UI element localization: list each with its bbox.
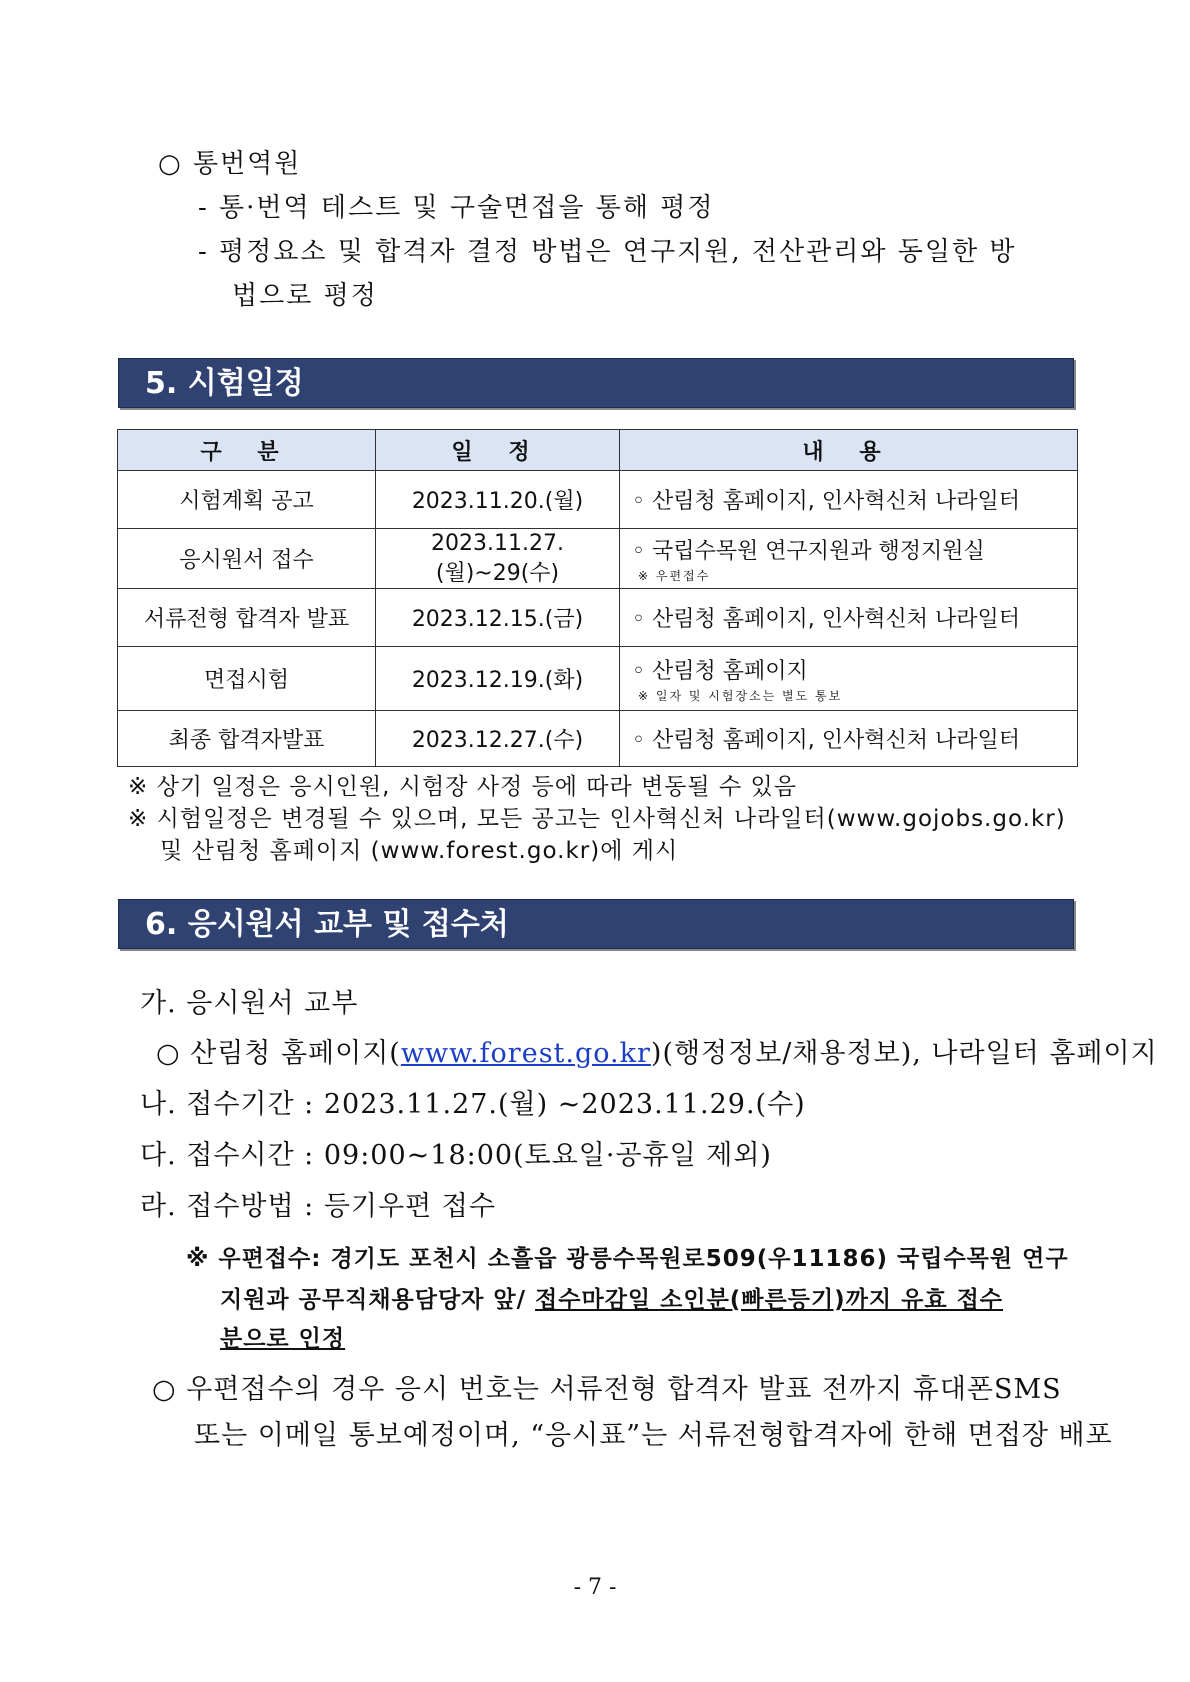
postal-note-line-1: ※ 우편접수: 경기도 포천시 소흘읍 광릉수목원로509(우11186) 국립수목원 연구 [186,1246,1069,1272]
row-category: 응시원서 접수 [118,529,376,589]
section-6-header: 6. 응시원서 교부 및 접수처 [118,899,1074,949]
forest-website-link[interactable]: www.forest.go.kr [400,1038,651,1069]
schedule-note-1: ※ 상기 일정은 응시인원, 시험장 사정 등에 따라 변동될 수 있음 [128,774,797,800]
row-category: 최종 합격자발표 [118,711,376,767]
section-5-header: 5. 시험일정 [118,358,1074,408]
row-category: 면접시험 [118,647,376,711]
row-content [620,589,1078,647]
item-ga-post: )(행정정보/채용정보), 나라일터 홈페이지 [650,1038,1158,1069]
interpreter-item-2-cont: 법으로 평정 [232,281,378,311]
schedule-note-2-cont: 및 산림청 홈페이지 (www.forest.go.kr)에 게시 [160,838,679,864]
row-date: 2023.11.27.(월)~29(수) [376,529,620,589]
postal-note-line-3 [220,1320,345,1353]
item-ga-pre: ○ 산림청 홈페이지( [156,1038,401,1069]
postal-note-underlined-cont: 분으로 인정 [220,1326,346,1352]
interpreter-item-2: - 평정요소 및 합격자 결정 방법은 연구지원, 전산관리와 동일한 방 [198,237,1017,267]
row-content-text: ◦ 산림청 홈페이지 [632,658,808,684]
table-header-row [118,430,1078,471]
sms-notice-line-2: 또는 이메일 통보예정이며, “응시표”는 서류전형합격자에 한해 면접장 배포 [194,1420,1113,1451]
item-na: 나. 접수기간 : 2023.11.27.(월) ~2023.11.29.(수) [140,1089,806,1120]
table-row [118,589,1078,647]
row-date: 2023.12.15.(금) [376,589,620,647]
sms-notice-line-1: ○ 우편접수의 경우 응시 번호는 서류전형 합격자 발표 전까지 휴대폰SMS [152,1374,1062,1405]
exam-schedule-table [117,429,1078,767]
row-date: 2023.12.19.(화) [376,647,620,711]
item-ra: 라. 접수방법 : 등기우편 접수 [140,1191,496,1222]
postal-note-plain: 지원과 공무직채용담당자 앞/ [220,1287,536,1313]
item-ga-detail [156,1031,1158,1070]
row-content [620,471,1078,529]
interpreter-item-1: - 통·번역 테스트 및 구술면접을 통해 평정 [198,193,715,223]
header-category: 구 분 [118,430,376,471]
postal-note-line-2 [220,1281,1003,1314]
table-row [118,529,1078,589]
row-content-note: ※ 일자 및 시험장소는 별도 통보 [638,688,843,703]
row-category: 시험계획 공고 [118,471,376,529]
interpreter-heading: ○ 통번역원 [158,149,302,179]
row-content-text: ◦ 산림청 홈페이지, 인사혁신처 나라일터 [632,728,1020,753]
header-date: 일 정 [376,430,620,471]
table-row [118,647,1078,711]
row-content-text: ◦ 산림청 홈페이지, 인사혁신처 나라일터 [632,489,1020,514]
row-date: 2023.12.27.(수) [376,711,620,767]
schedule-note-2: ※ 시험일정은 변경될 수 있으며, 모든 공고는 인사혁신처 나라일터(www.gojobs.go.kr) [128,806,1066,832]
row-content-text: ◦ 국립수목원 연구지원과 행정지원실 [632,538,985,564]
table-row [118,471,1078,529]
page-number: - 7 - [573,1575,617,1600]
item-ga: 가. 응시원서 교부 [140,988,359,1019]
header-content: 내 용 [620,430,1078,471]
table-row [118,711,1078,767]
row-content [620,647,1078,711]
row-content-text: ◦ 산림청 홈페이지, 인사혁신처 나라일터 [632,607,1020,632]
row-content [620,529,1078,589]
row-date: 2023.11.20.(월) [376,471,620,529]
row-content-note: ※ 우편접수 [638,568,711,583]
postal-note-underlined: 접수마감일 소인분(빠른등기)까지 유효 접수 [535,1287,1004,1313]
row-content [620,711,1078,767]
row-category: 서류전형 합격자 발표 [118,589,376,647]
item-da: 다. 접수시간 : 09:00~18:00(토요일·공휴일 제외) [140,1140,772,1171]
